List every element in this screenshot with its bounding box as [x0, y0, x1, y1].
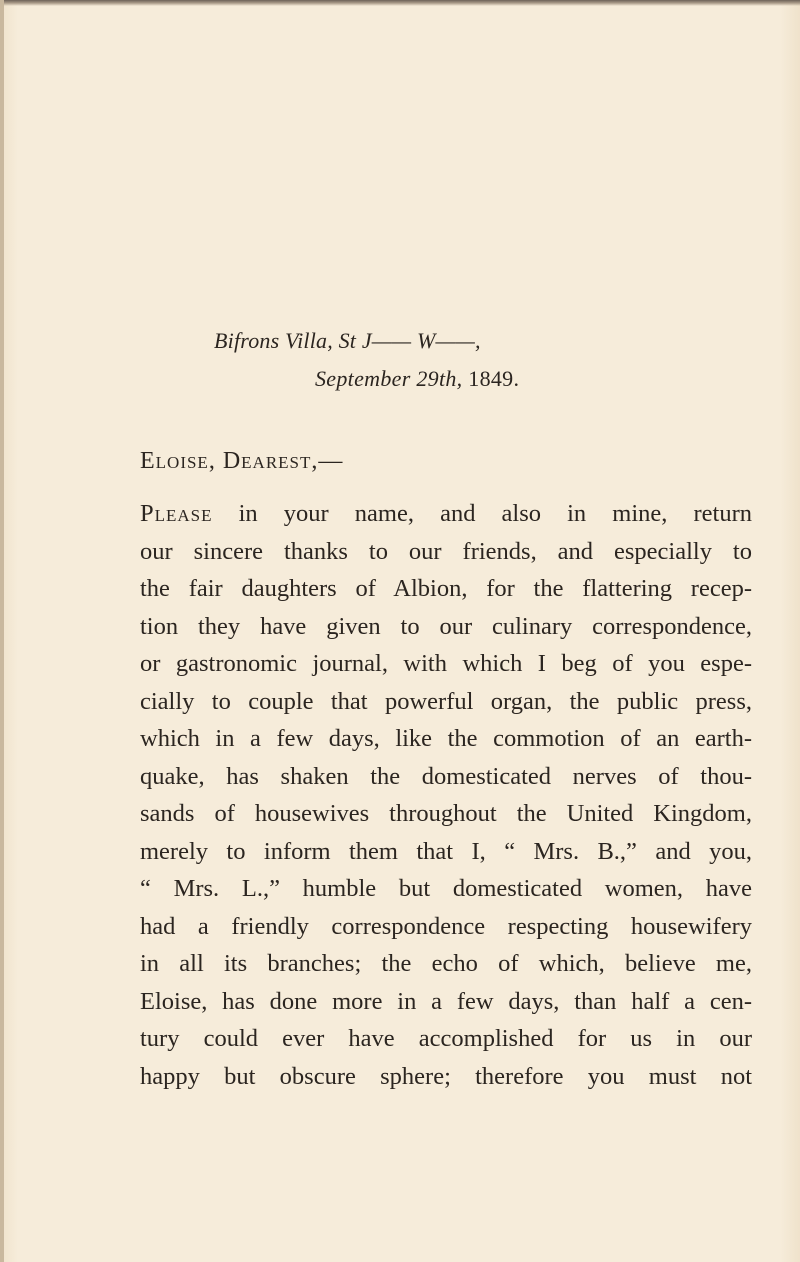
body-line: happy but obscure sphere; therefore you must not: [140, 1062, 752, 1090]
body-line: [140, 495, 752, 533]
body-line: merely to inform them that I, “ Mrs. B.,” and you,: [140, 837, 752, 865]
body-line: the fair daughters of Albion, for the flattering recep-: [140, 575, 752, 602]
body-line: “ Mrs. L.,” humble but domesticated women, have: [140, 875, 752, 902]
body-line: sands of housewives throughout the United Kingdom,: [140, 800, 752, 827]
letter-date-year: 1849.: [468, 366, 520, 391]
letter-address: Bifrons Villa, St J—— W——,: [214, 328, 481, 353]
body-line: our sincere thanks to our friends, and especially to: [140, 537, 752, 565]
body-line: tury could ever have accomplished for us in our: [140, 1025, 752, 1052]
page-top-edge: [0, 0, 800, 6]
letter-body: [140, 495, 752, 1095]
letter-salutation: Eloise, Dearest,—: [140, 448, 344, 474]
letter-date-month: September 29th,: [315, 366, 463, 391]
body-line: in all its branches; the echo of which, believe me,: [140, 950, 752, 977]
body-line: which in a few days, like the commotion of an earth-: [140, 725, 752, 752]
body-line: tion they have given to our culinary correspondence,: [140, 612, 752, 640]
letter-date: [315, 366, 519, 392]
body-first-word: Please: [140, 500, 213, 527]
body-line: had a friendly correspondence respecting housewifery: [140, 912, 752, 940]
body-line: quake, has shaken the domesticated nerves of thou-: [140, 762, 752, 790]
body-line: Eloise, has done more in a few days, than half a cen-: [140, 987, 752, 1015]
body-line: cially to couple that powerful organ, the public press,: [140, 687, 752, 715]
body-line-text: in your name, and also in mine, return: [238, 500, 753, 527]
page-left-edge: [0, 0, 4, 1262]
body-line: or gastronomic journal, with which I beg of you espe-: [140, 650, 752, 677]
